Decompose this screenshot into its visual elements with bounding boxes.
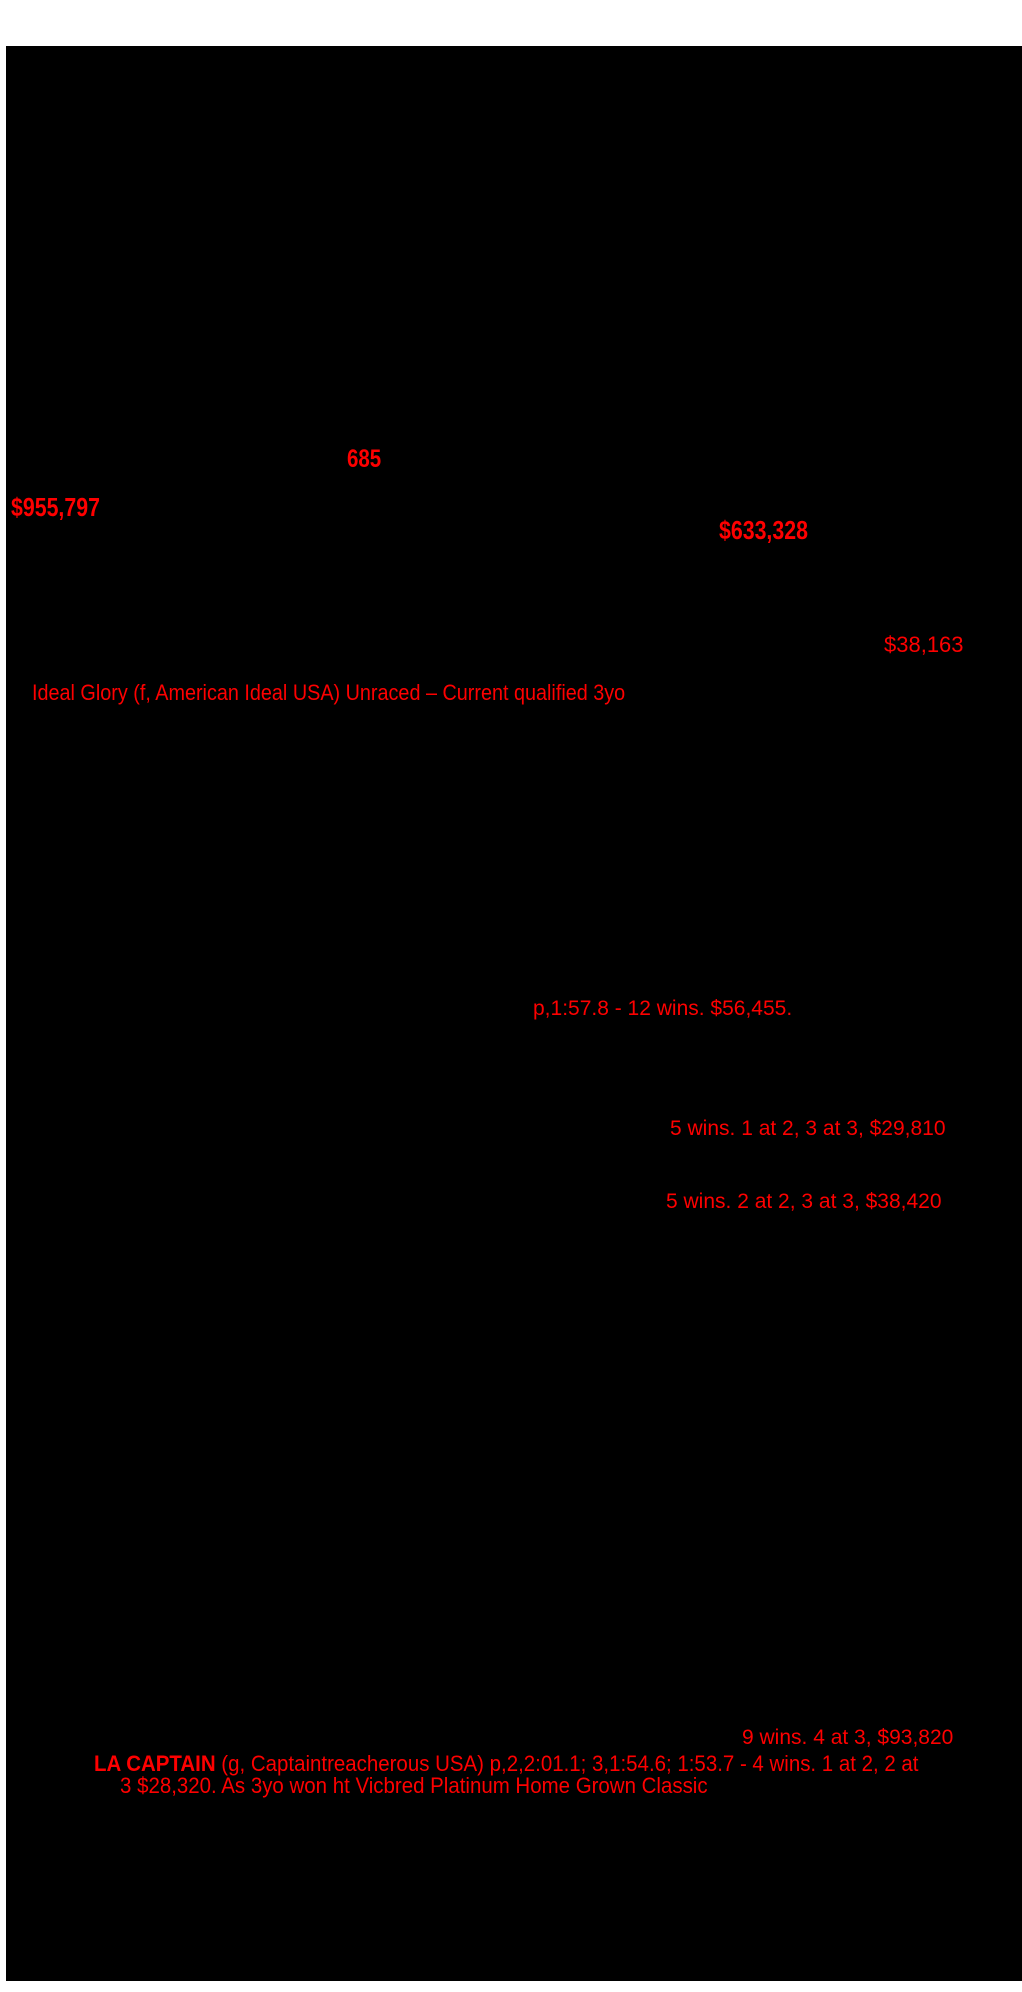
page-black-background (6, 46, 1022, 1981)
race-record-line: p,1:57.8 - 12 wins. $56,455. (533, 997, 793, 1020)
progeny-entry-la-captain-line-1 (94, 1752, 918, 1775)
earnings-amount-3: $38,163 (884, 632, 964, 657)
progeny-line-ideal-glory: Ideal Glory (f, American Ideal USA) Unraced – Current qualified 3yo (32, 680, 626, 705)
earnings-amount-1: $955,797 (11, 492, 100, 522)
earnings-amount-2: $633,328 (719, 515, 808, 545)
lot-number: 685 (347, 445, 382, 473)
wins-summary-line-2: 5 wins. 2 at 2, 3 at 3, $38,420 (666, 1190, 942, 1213)
progeny-entry-la-captain-line-2: 3 $28,320. As 3yo won ht Vicbred Platinum Home Grown Classic (120, 1773, 708, 1798)
horse-name-la-captain: LA CAPTAIN (94, 1751, 216, 1776)
la-captain-record-text: (g, Captaintreacherous USA) p,2,2:01.1; 3,1:54.6; 1:53.7 - 4 wins. 1 at 2, 2 at (215, 1751, 919, 1776)
wins-summary-line-1: 5 wins. 1 at 2, 3 at 3, $29,810 (670, 1117, 946, 1140)
wins-summary-line-3: 9 wins. 4 at 3, $93,820 (742, 1726, 954, 1749)
